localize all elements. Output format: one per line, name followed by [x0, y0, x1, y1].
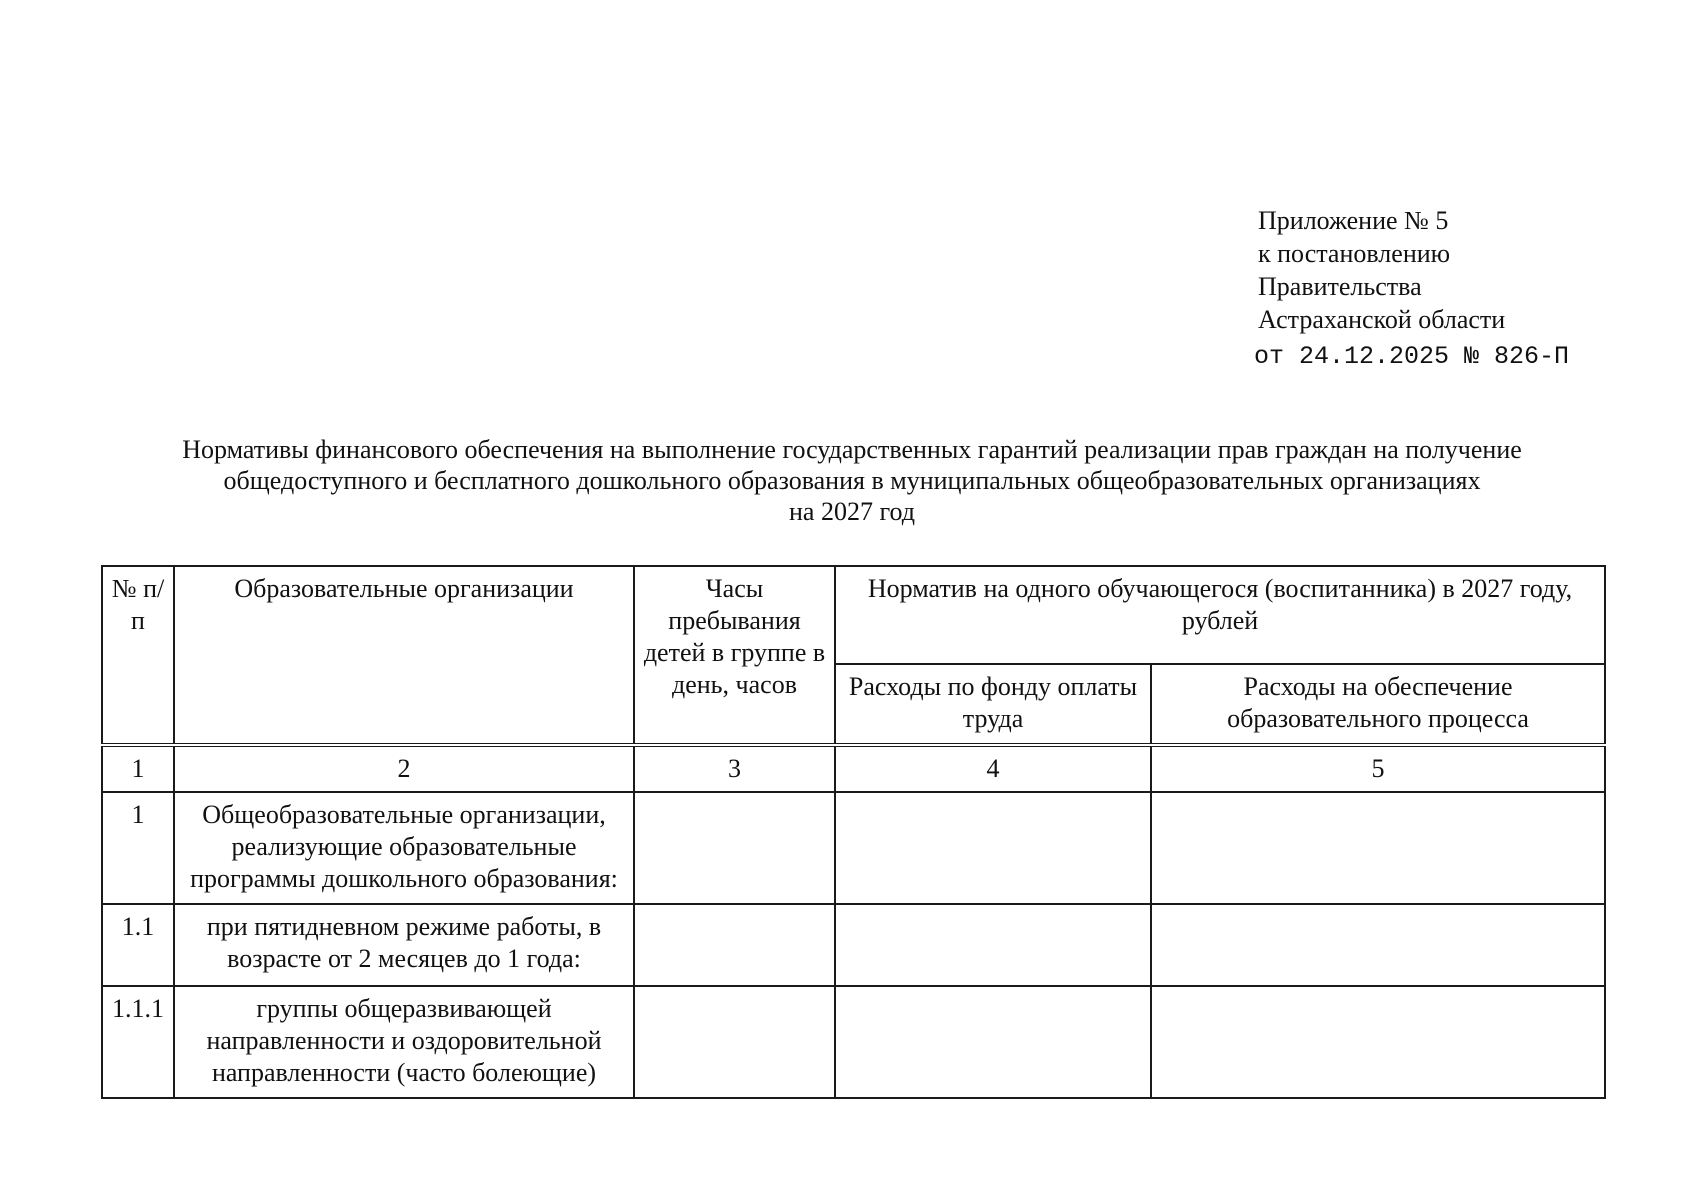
row-payroll [835, 792, 1151, 904]
appendix-region: Астраханской области [1258, 305, 1506, 334]
header-payroll: Расходы по фонду оплаты труда [835, 664, 1151, 745]
document-title [60, 434, 1644, 527]
table-row [102, 904, 1605, 986]
column-number: 5 [1151, 745, 1605, 792]
norms-table [101, 565, 1606, 1099]
table-row [102, 986, 1605, 1098]
row-payroll [835, 986, 1151, 1098]
header-hours: Часы пребывания детей в группе в день, часов [634, 566, 835, 745]
header-norm: Норматив на одного обучающегося (воспитанника) в 2027 году, рублей [835, 566, 1605, 664]
header-organizations: Образовательные организации [174, 566, 634, 745]
header-number: № п/п [102, 566, 174, 745]
row-number: 1.1 [102, 904, 174, 986]
column-number: 4 [835, 745, 1151, 792]
document-title-line-1: Нормативы финансового обеспечения на выполнение государственных гарантий реализации прав граждан на получение [182, 435, 1522, 464]
row-process [1151, 904, 1605, 986]
row-organization: Общеобразовательные организации, реализующие образовательные программы дошкольного образования: [174, 792, 634, 904]
row-payroll [835, 904, 1151, 986]
row-hours [634, 904, 835, 986]
column-number: 2 [174, 745, 634, 792]
appendix-number: Приложение № 5 [1258, 206, 1449, 235]
row-number: 1 [102, 792, 174, 904]
header-process: Расходы на обеспечение образовательного процесса [1151, 664, 1605, 745]
table-row [102, 792, 1605, 904]
row-process [1151, 792, 1605, 904]
row-organization: при пятидневном режиме работы, в возрасте от 2 месяцев до 1 года: [174, 904, 634, 986]
column-number: 1 [102, 745, 174, 792]
column-number-row [102, 745, 1605, 792]
row-hours [634, 792, 835, 904]
appendix-reference: к постановлению [1258, 239, 1451, 268]
row-process [1151, 986, 1605, 1098]
row-hours [634, 986, 835, 1098]
document-title-line-3: на 2027 год [789, 497, 915, 526]
row-number: 1.1.1 [102, 986, 174, 1098]
column-number: 3 [634, 745, 835, 792]
decree-date-number: от 24.12.2025 № 826-П [1254, 342, 1570, 371]
row-organization: группы общеразвивающей направленности и оздоровительной направленности (часто болеющие) [174, 986, 634, 1098]
document-title-line-2: общедоступного и бесплатного дошкольного образования в муниципальных общеобразовательных организациях [223, 466, 1481, 495]
appendix-authority: Правительства [1258, 272, 1422, 301]
appendix-block [1254, 204, 1570, 373]
